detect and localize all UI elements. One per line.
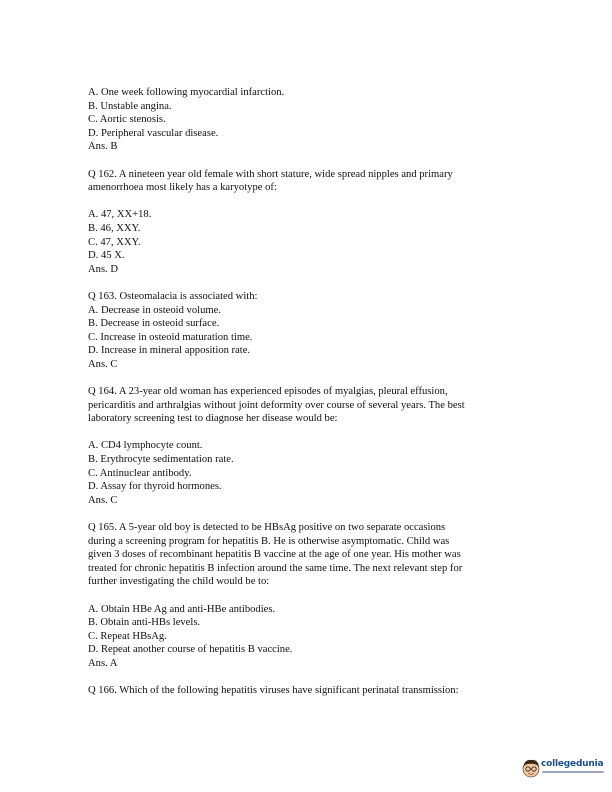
option-line: D. Increase in mineral apposition rate. (88, 345, 251, 357)
question-text: amenorrhoea most likely has a karyotype of: (88, 182, 277, 194)
question-block-164 (88, 385, 528, 507)
option-line: B. 46, XXY. (88, 222, 141, 234)
document-page (88, 86, 528, 698)
answer-block-prev (88, 86, 528, 154)
question-block-163 (88, 290, 528, 372)
option-line: A. CD4 lymphocyte count. (88, 440, 203, 452)
option-line: C. Increase in osteoid maturation time. (88, 331, 253, 343)
option-line: A. 47, XX+18. (88, 209, 152, 221)
question-text: Q 164. A 23-year old woman has experienced episodes of myalgias, pleural effusion, (88, 386, 448, 398)
question-text: Q 165. A 5-year old boy is detected to be HBsAg positive on two separate occasions (88, 522, 446, 533)
logo-text: collegedunia (541, 759, 604, 769)
option-line: C. Aortic stenosis. (88, 114, 166, 126)
option-line: D. Repeat another course of hepatitis B vaccine. (88, 644, 293, 656)
mascot-icon (520, 757, 542, 779)
answer-line: Ans. A (88, 657, 118, 669)
question-text: given 3 doses of recombinant hepatitis B vaccine at the age of one year. His mother was (88, 549, 461, 561)
logo-tagline (542, 771, 604, 773)
option-line: C. Antinuclear antibody. (88, 467, 192, 479)
question-text: Q 162. A nineteen year old female with short stature, wide spread nipples and primary (88, 168, 453, 180)
answer-line: Ans. B (88, 141, 118, 153)
question-text: Q 166. Which of the following hepatitis viruses have significant perinatal transmission: (88, 685, 459, 697)
question-text: during a screening program for hepatitis B. He is otherwise asymptomatic. Child was (88, 535, 450, 547)
option-line: C. 47, XXY. (88, 236, 141, 248)
question-block-165 (88, 521, 528, 671)
option-line: A. Obtain HBe Ag and anti-HBe antibodies. (88, 603, 276, 615)
option-line: C. Repeat HBsAg. (88, 630, 167, 642)
question-text: further investigating the child would be to: (88, 576, 270, 588)
option-line: B. Unstable angina. (88, 100, 172, 112)
answer-line: Ans. C (88, 358, 118, 370)
option-line: A. Decrease in osteoid volume. (88, 304, 221, 316)
option-line: D. Assay for thyroid hormones. (88, 481, 222, 493)
question-text: Q 163. Osteomalacia is associated with: (88, 290, 258, 302)
option-line: B. Decrease in osteoid surface. (88, 318, 220, 330)
question-text: laboratory screening test to diagnose her disease would be: (88, 413, 338, 425)
question-block-162 (88, 168, 528, 277)
question-text: pericarditis and arthralgias without joint deformity over course of several years. The best (88, 399, 465, 411)
answer-line: Ans. D (88, 263, 119, 275)
question-text: treated for chronic hepatitis B infection around the same time. The next relevant step for (88, 562, 463, 574)
collegedunia-logo[interactable] (520, 757, 606, 783)
option-line: A. One week following myocardial infarction. (88, 87, 285, 98)
option-line: B. Erythrocyte sedimentation rate. (88, 454, 234, 466)
option-line: D. Peripheral vascular disease. (88, 127, 219, 139)
question-block-166 (88, 684, 528, 698)
option-line: D. 45 X. (88, 250, 125, 262)
answer-line: Ans. C (88, 494, 118, 506)
option-line: B. Obtain anti-HBs levels. (88, 617, 201, 629)
